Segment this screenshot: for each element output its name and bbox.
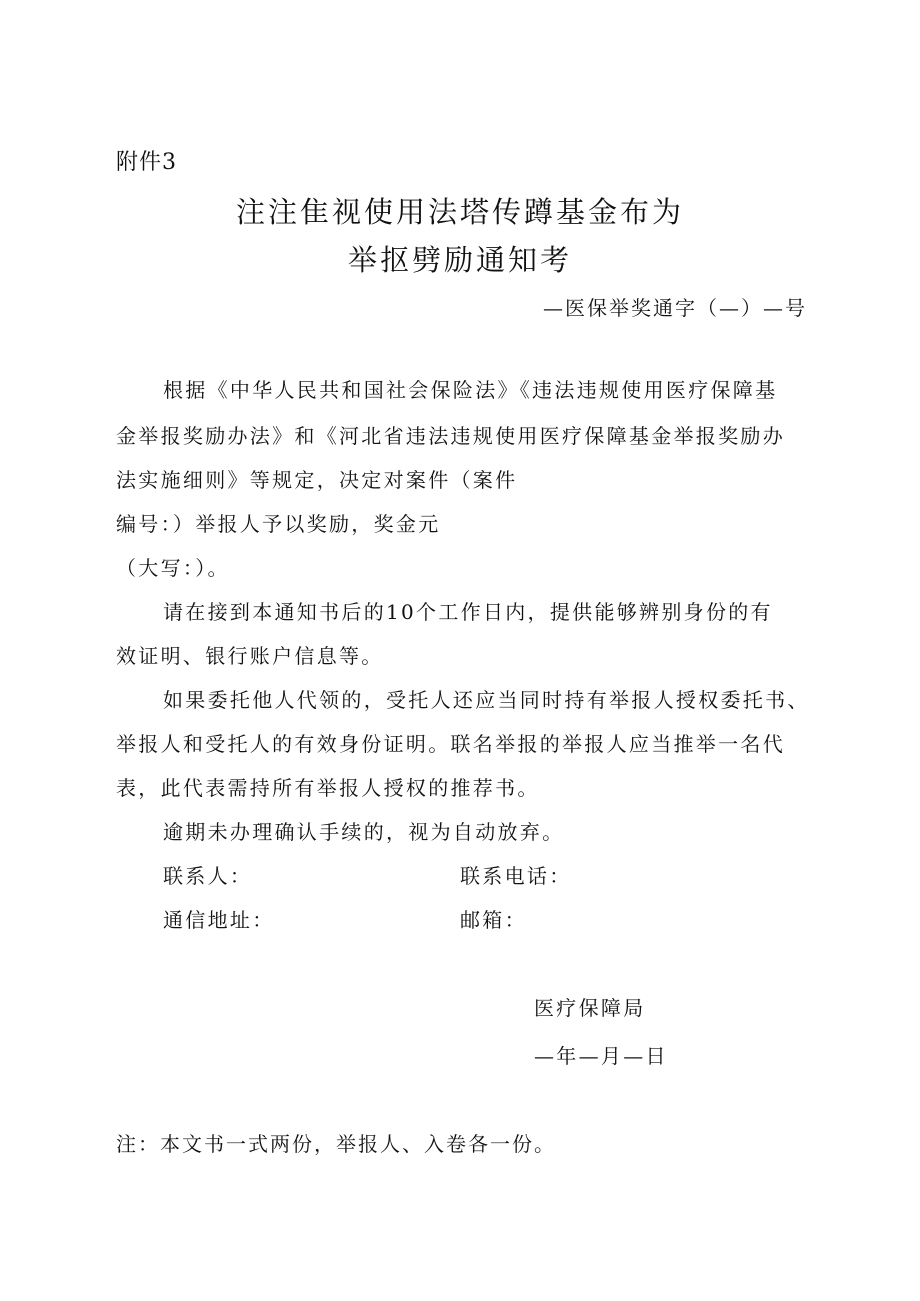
document-title-line-2: 举抠劈励通知考 bbox=[347, 243, 572, 277]
contact-person-label: 联系人： bbox=[163, 864, 253, 888]
document-title-line-1: 注注隹视使用法塔传蹲基金布为 bbox=[235, 195, 684, 229]
issuing-authority: 医疗保障局 bbox=[534, 996, 646, 1020]
paragraph-1-line-5: （大写：）。 bbox=[116, 556, 230, 580]
issue-date: —年—月—日 bbox=[534, 1044, 668, 1068]
email-label: 邮箱： bbox=[460, 908, 527, 932]
contact-phone-label: 联系电话： bbox=[460, 864, 572, 888]
paragraph-2-line-2: 效证明、银行账户信息等。 bbox=[116, 644, 384, 668]
paragraph-3-line-3: 表，此代表需持所有举报人授权的推荐书。 bbox=[116, 776, 540, 800]
paragraph-1-line-2: 金举报奖励办法》和《河北省违法违规使用医疗保障基金举报奖励办 bbox=[116, 424, 785, 448]
paragraph-1-line-1: 根据《中华人民共和国社会保险法》《违法违规使用医疗保障基 bbox=[163, 378, 778, 402]
footnote: 注：本文书一式两份，举报人、入卷各一份。 bbox=[116, 1132, 556, 1156]
attachment-label: 附件3 bbox=[116, 150, 177, 175]
mailing-address-label: 通信地址： bbox=[163, 908, 275, 932]
paragraph-1-line-4: 编号：）举报人予以奖励，奖金元 bbox=[116, 512, 441, 536]
paragraph-4: 逾期未办理确认手续的，视为自动放弃。 bbox=[163, 820, 565, 844]
paragraph-2-line-1: 请在接到本通知书后的10个工作日内，提供能够辨别身份的有 bbox=[163, 600, 773, 624]
paragraph-3-line-1: 如果委托他人代领的，受托人还应当同时持有举报人授权委托书、 bbox=[163, 688, 810, 712]
paragraph-3-line-2: 举报人和受托人的有效身份证明。联名举报的举报人应当推举一名代 bbox=[116, 732, 785, 756]
document-number: —医保举奖通字（—）—号 bbox=[543, 296, 807, 320]
paragraph-1-line-3: 法实施细则》等规定，决定对案件（案件 bbox=[116, 468, 518, 492]
